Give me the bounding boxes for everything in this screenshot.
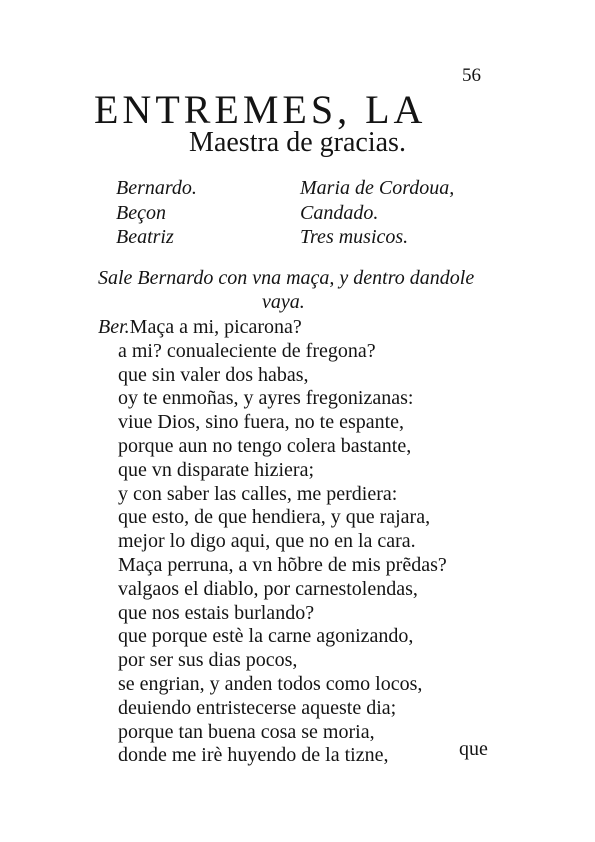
cast-name: Tres musicos. bbox=[300, 226, 409, 248]
stage-direction-line: vaya. bbox=[262, 291, 305, 313]
verse-line: oy te enmoñas, y ayres fregonizanas: bbox=[118, 387, 414, 410]
verse-line: viue Dios, sino fuera, no te espante, bbox=[118, 411, 405, 434]
verse-line: deuiendo entristecerse aqueste dia; bbox=[118, 696, 397, 719]
title-subtitle: Maestra de gracias. bbox=[189, 127, 406, 158]
verse-line: que nos estais burlando? bbox=[118, 601, 315, 624]
cast-name: Maria de Cordoua, bbox=[300, 177, 455, 199]
verse-line: que vn disparate hiziera; bbox=[118, 458, 315, 481]
title-main: ENTREMES, LA bbox=[94, 87, 427, 132]
cast-name: Bernardo. bbox=[116, 177, 197, 199]
verse-text: Maça a mi, picarona? bbox=[129, 316, 302, 338]
verse-line: porque tan buena cosa se moria, bbox=[118, 720, 375, 743]
cast-name: Beatriz bbox=[116, 226, 174, 248]
catchword: que bbox=[459, 738, 488, 760]
verse-line: a mi? conualeciente de fregona? bbox=[118, 339, 376, 362]
cast-list-right bbox=[300, 176, 454, 250]
verse-line: que porque estè la carne agonizando, bbox=[118, 625, 414, 648]
verse-line: Maça perruna, a vn hõbre de mis prẽdas? bbox=[118, 553, 447, 576]
page-number: 56 bbox=[462, 65, 481, 86]
verse-line: que sin valer dos habas, bbox=[118, 363, 309, 386]
cast-name: Candado. bbox=[300, 201, 379, 224]
verse-block bbox=[0, 316, 595, 768]
verse-line: por ser sus dias pocos, bbox=[118, 649, 298, 672]
cast-list-left bbox=[116, 176, 197, 250]
verse-line: valgaos el diablo, por carnestolendas, bbox=[118, 577, 418, 600]
stage-direction-line: Sale Bernardo con vna maça, y dentro dandole bbox=[98, 267, 475, 289]
verse-line: porque aun no tengo colera bastante, bbox=[118, 434, 412, 457]
cast-name: Beçon bbox=[116, 201, 166, 224]
verse-line: y con saber las calles, me perdiera: bbox=[118, 482, 398, 505]
verse-line: donde me irè huyendo de la tizne, bbox=[118, 744, 389, 767]
speaker-label: Ber. bbox=[98, 316, 130, 338]
verse-line bbox=[0, 316, 595, 340]
verse-line: se engrian, y anden todos como locos, bbox=[118, 672, 423, 695]
stage-direction bbox=[98, 266, 518, 314]
verse-line: que esto, de que hendiera, y que rajara, bbox=[118, 506, 431, 529]
verse-line: mejor lo digo aqui, que no en la cara. bbox=[118, 530, 416, 553]
